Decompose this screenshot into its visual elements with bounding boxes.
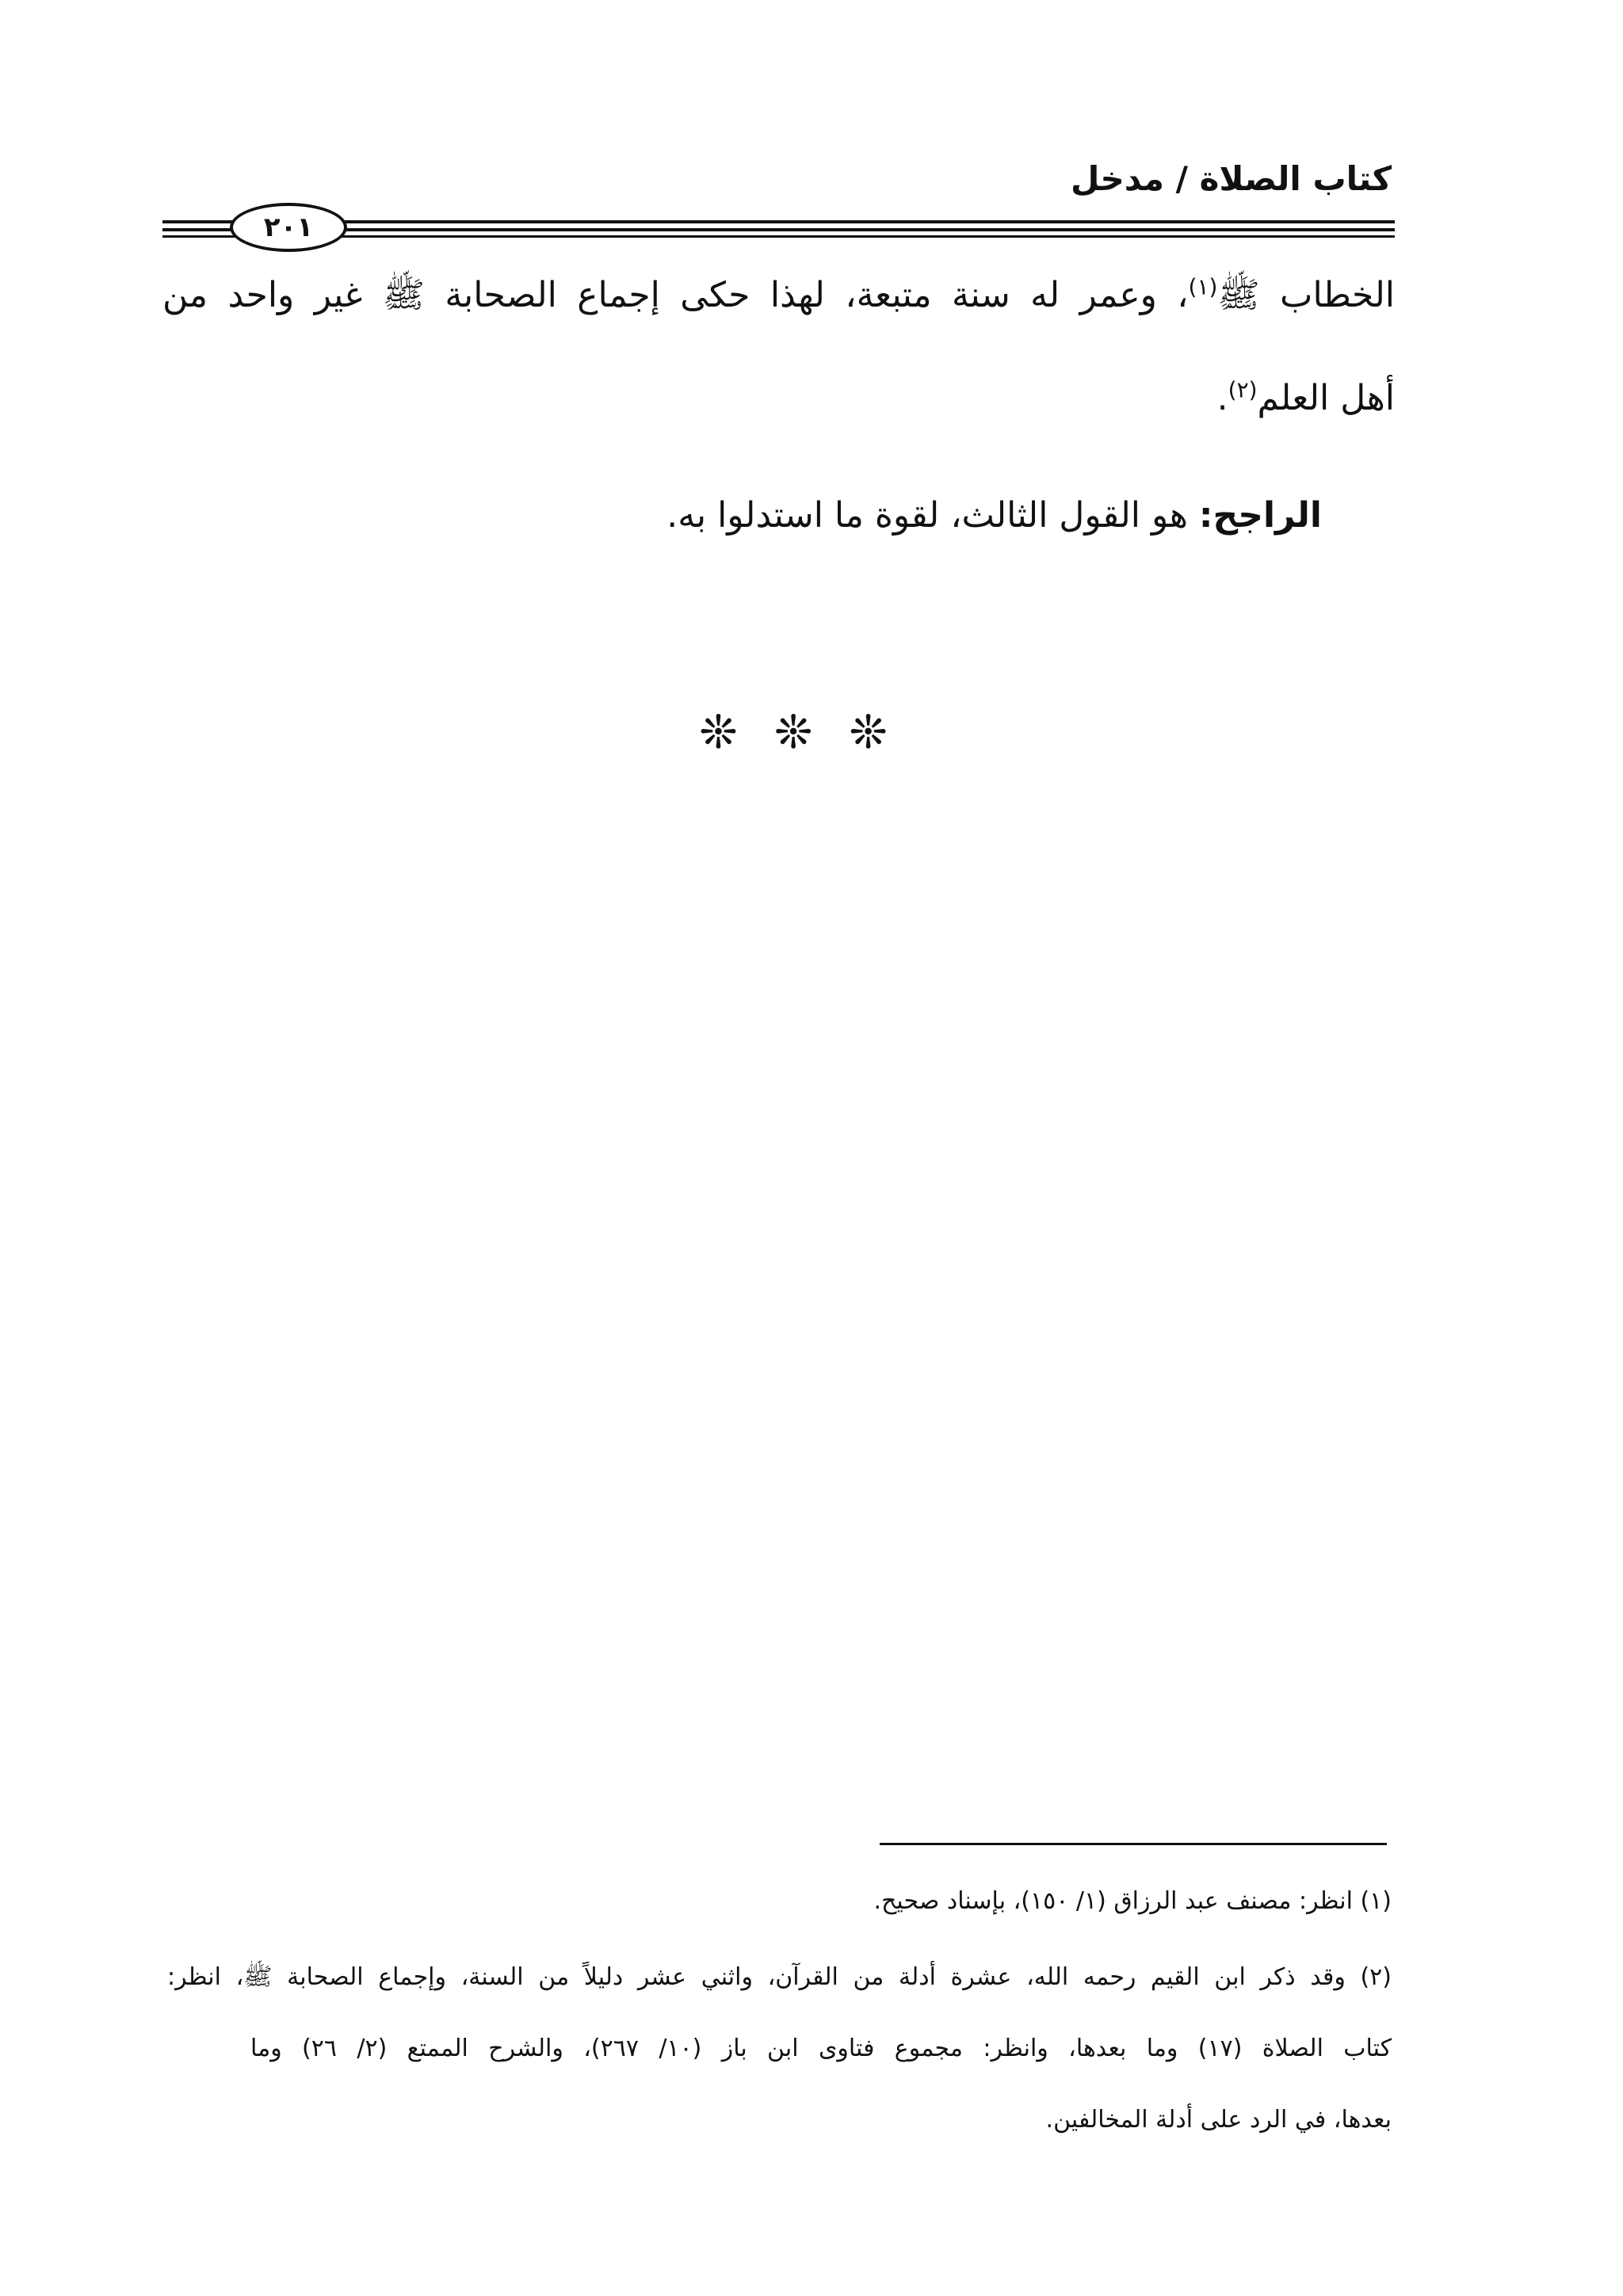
- body-text: هو القول الثالث، لقوة ما استدلوا به.: [666, 495, 1199, 536]
- footnote-2-line-3: بعدها، في الرد على أدلة المخالفين.: [1045, 2106, 1392, 2134]
- header-rule-line: [162, 228, 1395, 231]
- preferred-opinion-line: [666, 488, 1322, 543]
- page-number: ٢٠١: [230, 203, 347, 252]
- header-rule: [162, 220, 1395, 241]
- header-rule-line: [162, 235, 1395, 238]
- footnote-ref-1[interactable]: (١): [1188, 273, 1218, 300]
- section-separator: ❊❊❊: [699, 705, 924, 759]
- body-text: الخطاب ﷺ: [1217, 275, 1396, 315]
- footnote-ref-2[interactable]: (٢): [1228, 376, 1258, 403]
- body-text: .: [1216, 378, 1228, 418]
- footnote-1: (١) انظر: مصنف عبد الرزاق (١/ ١٥٠)، بإسناد صحيح.: [873, 1887, 1392, 1915]
- footnote-2-line-1: (٢) وقد ذكر ابن القيم رحمه الله، عشرة أدلة من القرآن، واثني عشر دليلاً من السنة، وإجماع الصحابة ﷺ، انظر:: [167, 1963, 1392, 1991]
- body-text: ، وعمر له سنة متبعة، لهذا حكى إجماع الصحابة ﷺ غير واحد من: [162, 275, 1189, 315]
- preferred-opinion-label: الراجح:: [1198, 495, 1322, 536]
- body-text: أهل العلم: [1257, 378, 1395, 418]
- body-paragraph-line-1: [162, 268, 1395, 323]
- footnote-2-line-2: كتاب الصلاة (١٧) وما بعدها، وانظر: مجموع فتاوى ابن باز (١٠/ ٢٦٧)، والشرح الممتع (٢/ ٢٦) وما: [250, 2035, 1392, 2062]
- footnote-rule: [880, 1843, 1387, 1845]
- running-title: كتاب الصلاة / مدخل: [1070, 159, 1392, 198]
- body-paragraph-line-2: [1217, 371, 1395, 426]
- header-rule-line: [162, 220, 1395, 223]
